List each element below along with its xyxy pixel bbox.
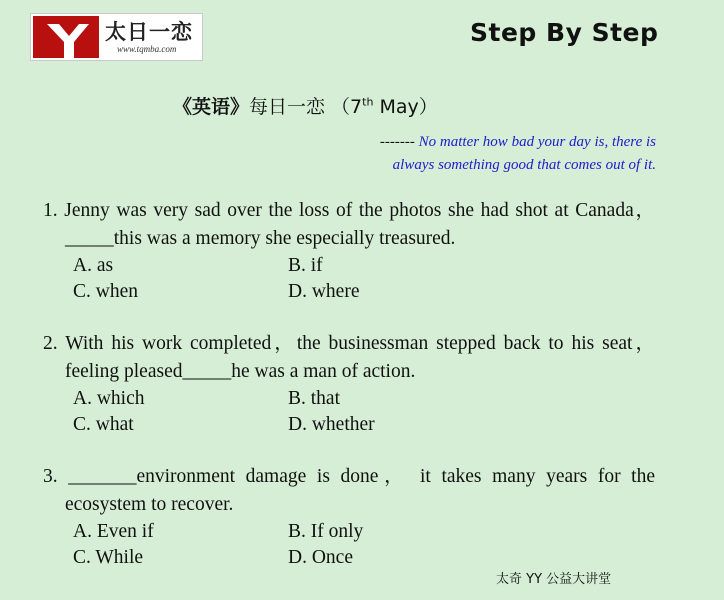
question-stem: 2. With his work completed，the businessman stepped back to his seat，feeling pleased_____he was a man of action. xyxy=(43,333,655,382)
heading-book: 《英语》 xyxy=(173,96,250,118)
logo-url: www.tqmba.com xyxy=(117,44,177,54)
brand-title: Step By Step xyxy=(470,18,659,47)
options xyxy=(43,519,655,571)
question-1 xyxy=(43,197,655,305)
question-3 xyxy=(43,463,655,571)
option-b: B. that xyxy=(288,388,340,409)
option-a: A. Even if xyxy=(73,521,154,542)
page-heading xyxy=(173,92,438,119)
motto-quote xyxy=(300,131,656,177)
heading-sup: th xyxy=(362,95,374,109)
logo-title: 太日一恋 xyxy=(105,19,193,44)
option-d: D. whether xyxy=(288,414,375,435)
footer-credit: 太奇 YY 公益大讲堂 xyxy=(496,572,612,587)
option-c: C. what xyxy=(73,414,134,435)
question-stem: 1. Jenny was very sad over the loss of the photos she had shot at Canada，_____this was a memory she especially treasured. xyxy=(43,200,655,249)
quote-line-2: always something good that comes out of it. xyxy=(392,157,656,173)
option-c: C. when xyxy=(73,281,138,302)
quote-line-1: No matter how bad your day is, there is xyxy=(418,134,656,150)
quote-dash: ------- xyxy=(379,134,415,150)
logo-mark-icon xyxy=(33,16,99,58)
option-a: A. as xyxy=(73,255,114,276)
heading-text: 每日一恋 （7 xyxy=(249,96,363,118)
option-c: C. While xyxy=(73,547,144,568)
options xyxy=(43,386,655,438)
question-2 xyxy=(43,330,655,438)
question-stem: 3. _______environment damage is done， it takes many years for the ecosystem to recover. xyxy=(43,466,655,515)
options xyxy=(43,253,655,305)
option-d: D. where xyxy=(288,281,360,302)
option-d: D. Once xyxy=(288,547,353,568)
logo xyxy=(30,13,203,61)
option-a: A. which xyxy=(73,388,145,409)
option-b: B. if xyxy=(288,255,323,276)
heading-tail: May） xyxy=(373,96,438,118)
option-b: B. If only xyxy=(288,521,364,542)
